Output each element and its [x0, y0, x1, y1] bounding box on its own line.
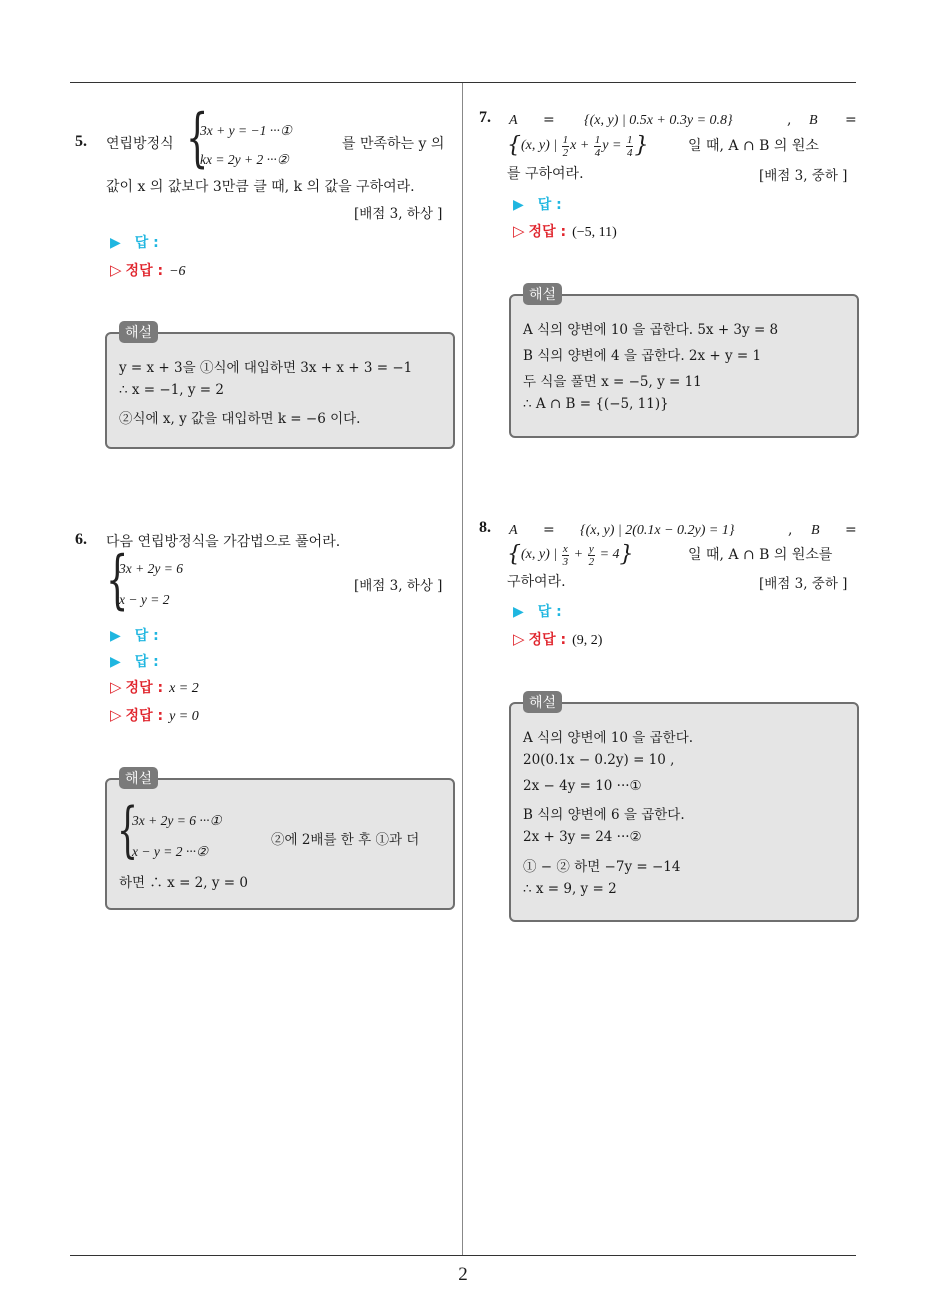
set-a-symbol: A: [509, 113, 518, 128]
denominator: 2: [588, 555, 595, 568]
explanation-line: 2x − 4y = 10 ···①: [523, 778, 642, 794]
equals-sign: =: [845, 112, 857, 128]
score-label: [배점 3, 하상 ]: [354, 206, 443, 222]
explanation-line: 2x + 3y = 24 ···②: [523, 829, 642, 845]
explanation-line: 하면 ∴ x = 2, y = 0: [119, 875, 248, 891]
explanation-line: A 식의 양변에 10 을 곱한다.: [523, 730, 694, 746]
problem-text-tail: 를 만족하는 y 의: [342, 136, 445, 152]
answer-label: 답 :: [537, 604, 562, 620]
explanation-line: ∴ x = 9, y = 2: [523, 881, 617, 897]
correct-label: 정답 :: [125, 708, 164, 724]
set-b-prefix: (x, y) |: [521, 138, 558, 154]
correct-answer-row: [513, 221, 617, 241]
explanation-box: [509, 695, 859, 922]
equals-sign: =: [543, 522, 555, 538]
problem-text-tail: 일 때, A ∩ B 의 원소를: [688, 547, 833, 563]
column-divider: [462, 83, 463, 1256]
outline-triangle-icon: ▷: [110, 261, 122, 279]
correct-value: x = 2: [169, 681, 199, 696]
top-rule: [70, 82, 856, 83]
correct-label: 정답 :: [125, 263, 164, 279]
explanation-box: [509, 287, 859, 438]
explanation-line: 20(0.1x − 0.2y) = 10 ,: [523, 752, 675, 768]
fraction: [626, 134, 634, 159]
problem-number: 5.: [75, 133, 87, 150]
explanation-tag: 해설: [523, 691, 562, 713]
explanation-line: B 식의 양변에 4 을 곱한다. 2x + y = 1: [523, 348, 762, 364]
problem-text-line3: 를 구하여라.: [507, 166, 584, 182]
set-b-prefix: (x, y) |: [521, 547, 558, 563]
numerator: 1: [626, 133, 633, 146]
answer-row[interactable]: [513, 601, 562, 621]
explanation-line: A 식의 양변에 10 을 곱한다. 5x + 3y = 8: [523, 322, 779, 338]
numerator: x: [562, 542, 568, 555]
set-a-definition: {(x, y) | 0.5x + 0.3y = 0.8}: [584, 113, 733, 128]
play-triangle-icon: ▶: [110, 235, 121, 251]
problem-text-tail: 일 때, A ∩ B 의 원소: [688, 138, 819, 154]
explanation-line: ∴ x = −1, y = 2: [119, 382, 224, 398]
system-eq-1: 3x + y = −1 ···①: [200, 123, 292, 138]
explanation-box: [105, 325, 455, 449]
explanation-eq-1: 3x + 2y = 6 ···①: [132, 813, 222, 828]
set-b-definition: {(x, y) | $\frac{x}{3}$ + $\frac{y}{2}$ = 4}: [507, 542, 634, 568]
brace-icon: {: [117, 795, 139, 865]
explanation-line: ① − ② 하면 −7y = −14: [523, 859, 681, 875]
problem-number: 6.: [75, 531, 87, 548]
problem-number: 7.: [479, 109, 491, 126]
fraction: [562, 134, 570, 159]
brace-icon: {: [186, 101, 209, 175]
answer-label: 답 :: [537, 197, 562, 213]
answer-label: 답 :: [134, 654, 159, 670]
set-a-symbol: A: [509, 523, 518, 538]
correct-answer-row: [110, 705, 199, 725]
explanation-tag: 해설: [523, 283, 562, 305]
equation-rhs: = 4: [599, 547, 620, 563]
play-triangle-icon: ▶: [110, 628, 121, 644]
score-label: [배점 3, 중하 ]: [759, 168, 848, 184]
correct-value: (−5, 11): [572, 225, 617, 240]
correct-label: 정답 :: [528, 224, 567, 240]
correct-label: 정답 :: [528, 632, 567, 648]
correct-value: −6: [169, 264, 186, 279]
outline-triangle-icon: ▷: [513, 222, 525, 240]
denominator: 4: [626, 146, 633, 159]
right-brace-icon: }: [634, 133, 649, 158]
play-triangle-icon: ▶: [513, 197, 524, 213]
brace-icon: {: [106, 543, 129, 617]
outline-triangle-icon: ▷: [513, 630, 525, 648]
explanation-line: ∴ A ∩ B = {(−5, 11)}: [523, 396, 669, 412]
correct-value: y = 0: [169, 709, 199, 724]
answer-row[interactable]: [110, 232, 159, 252]
explanation-box: [105, 771, 455, 910]
problem-intro: 다음 연립방정식을 가감법으로 풀어라.: [106, 534, 341, 550]
denominator: 2: [562, 146, 569, 159]
answer-label: 답 :: [134, 235, 159, 251]
fraction: [588, 543, 596, 568]
explanation-tag: 해설: [119, 767, 158, 789]
system-eq-2: x − y = 2: [119, 592, 170, 607]
explanation-line: ②식에 x, y 값을 대입하면 k = −6 이다.: [119, 411, 361, 427]
set-b-symbol: B: [811, 523, 820, 538]
problem-text-line3: 구하여라.: [507, 574, 566, 590]
problem-text-line2: 값이 x 의 값보다 3만큼 클 때, k 의 값을 구하여라.: [106, 179, 415, 195]
explanation-eq-2: x − y = 2 ···②: [132, 844, 209, 859]
score-label: [배점 3, 하상 ]: [354, 578, 443, 594]
score-label: [배점 3, 중하 ]: [759, 576, 848, 592]
fraction: [594, 134, 602, 159]
numerator: 1: [594, 133, 601, 146]
comma: ,: [787, 112, 792, 128]
explanation-tag: 해설: [119, 321, 158, 343]
equals-sign: =: [845, 522, 857, 538]
explanation-line: y = x + 3을 ①식에 대입하면 3x + x + 3 = −1: [119, 360, 413, 376]
answer-row[interactable]: [513, 194, 562, 214]
correct-answer-row: [513, 629, 602, 649]
correct-answer-row: [110, 677, 199, 697]
outline-triangle-icon: ▷: [110, 678, 122, 696]
page-number: 2: [458, 1264, 468, 1285]
denominator: 4: [594, 146, 601, 159]
left-brace-icon: {: [507, 542, 521, 567]
bottom-rule: [70, 1255, 856, 1256]
numerator: 1: [562, 133, 569, 146]
explanation-line: B 식의 양변에 6 을 곱한다.: [523, 807, 685, 823]
set-a-definition: {(x, y) | 2(0.1x − 0.2y) = 1}: [580, 523, 735, 538]
correct-label: 정답 :: [125, 680, 164, 696]
denominator: 3: [562, 555, 569, 568]
equals-sign: =: [543, 112, 555, 128]
explanation-line: ②에 2배를 한 후 ①과 더: [271, 832, 420, 848]
explanation-line: 두 식을 풀면 x = −5, y = 11: [523, 374, 702, 390]
play-triangle-icon: ▶: [110, 654, 121, 670]
set-b-symbol: B: [809, 113, 818, 128]
system-eq-2: kx = 2y + 2 ···②: [200, 152, 289, 167]
numerator: y: [588, 542, 594, 555]
outline-triangle-icon: ▷: [110, 706, 122, 724]
right-brace-icon: }: [619, 542, 634, 567]
system-eq-1: 3x + 2y = 6: [119, 561, 183, 576]
correct-answer-row: [110, 260, 186, 280]
answer-row[interactable]: [110, 651, 159, 671]
left-brace-icon: {: [507, 133, 521, 158]
answer-label: 답 :: [134, 628, 159, 644]
set-b-definition: {(x, y) | $\frac{1}{2}$ x + $\frac{1}{4}$ y = $\frac{1}{4}$ }: [507, 133, 649, 159]
answer-row[interactable]: [110, 625, 159, 645]
problem-number: 8.: [479, 519, 491, 536]
fraction: [562, 543, 570, 568]
correct-value: (9, 2): [572, 633, 603, 648]
problem-intro: 연립방정식: [106, 136, 174, 152]
play-triangle-icon: ▶: [513, 604, 524, 620]
comma: ,: [788, 522, 793, 538]
